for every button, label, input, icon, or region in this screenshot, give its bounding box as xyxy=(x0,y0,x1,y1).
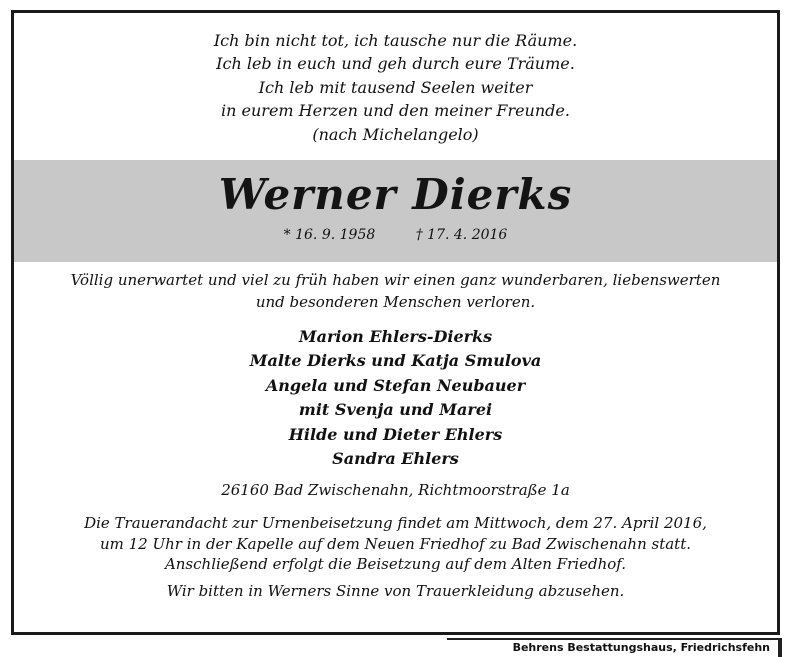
deceased-name: Werner Dierks xyxy=(218,170,573,219)
info-line: um 12 Uhr in der Kapelle auf dem Neuen Friedhof zu Bad Zwischenahn statt. xyxy=(99,534,692,553)
family-member: Hilde und Dieter Ehlers xyxy=(288,424,503,444)
poem-line: Ich leb mit tausend Seelen weiter xyxy=(258,77,533,97)
info-line: Anschließend erfolgt die Beisetzung auf dem Alten Friedhof. xyxy=(164,555,627,573)
lead-line: Völlig unerwartet und viel zu früh haben wir einen ganz wunderbaren, liebenswerten xyxy=(70,271,721,289)
poem-line: Ich leb in euch und geh durch eure Träume. xyxy=(216,54,575,74)
obituary-frame xyxy=(11,10,780,635)
poem xyxy=(14,29,777,146)
poem-line: in eurem Herzen und den meiner Freunde. xyxy=(221,101,570,121)
birth-date: * 16. 9. 1958 xyxy=(283,227,376,243)
family-member: Marion Ehlers-Dierks xyxy=(298,327,493,346)
life-dates xyxy=(14,227,777,243)
family-member: Sandra Ehlers xyxy=(332,449,459,469)
address: 26160 Bad Zwischenahn, Richtmoorstraße 1a xyxy=(221,481,570,499)
family-member: Malte Dierks und Katja Smulova xyxy=(249,351,542,371)
death-date: † 17. 4. 2016 xyxy=(415,227,508,243)
lead-line: und besonderen Menschen verloren. xyxy=(255,293,536,311)
ceremony-info xyxy=(14,513,777,575)
info-line: Die Trauerandacht zur Urnenbeisetzung findet am Mittwoch, dem 27. April 2016, xyxy=(84,514,707,532)
funeral-home-credit: Behrens Bestattungshaus, Friedrichsfehn xyxy=(447,638,782,657)
family-member: Angela und Stefan Neubauer xyxy=(265,375,526,395)
lead-text xyxy=(14,269,777,313)
poem-attribution: (nach Michelangelo) xyxy=(312,124,479,144)
poem-line: Ich bin nicht tot, ich tausche nur die Räume. xyxy=(213,31,578,50)
family-member: mit Svenja und Marei xyxy=(298,400,493,420)
family-list xyxy=(14,325,777,471)
dress-request: Wir bitten in Werners Sinne von Trauerkleidung abzusehen. xyxy=(166,582,625,600)
